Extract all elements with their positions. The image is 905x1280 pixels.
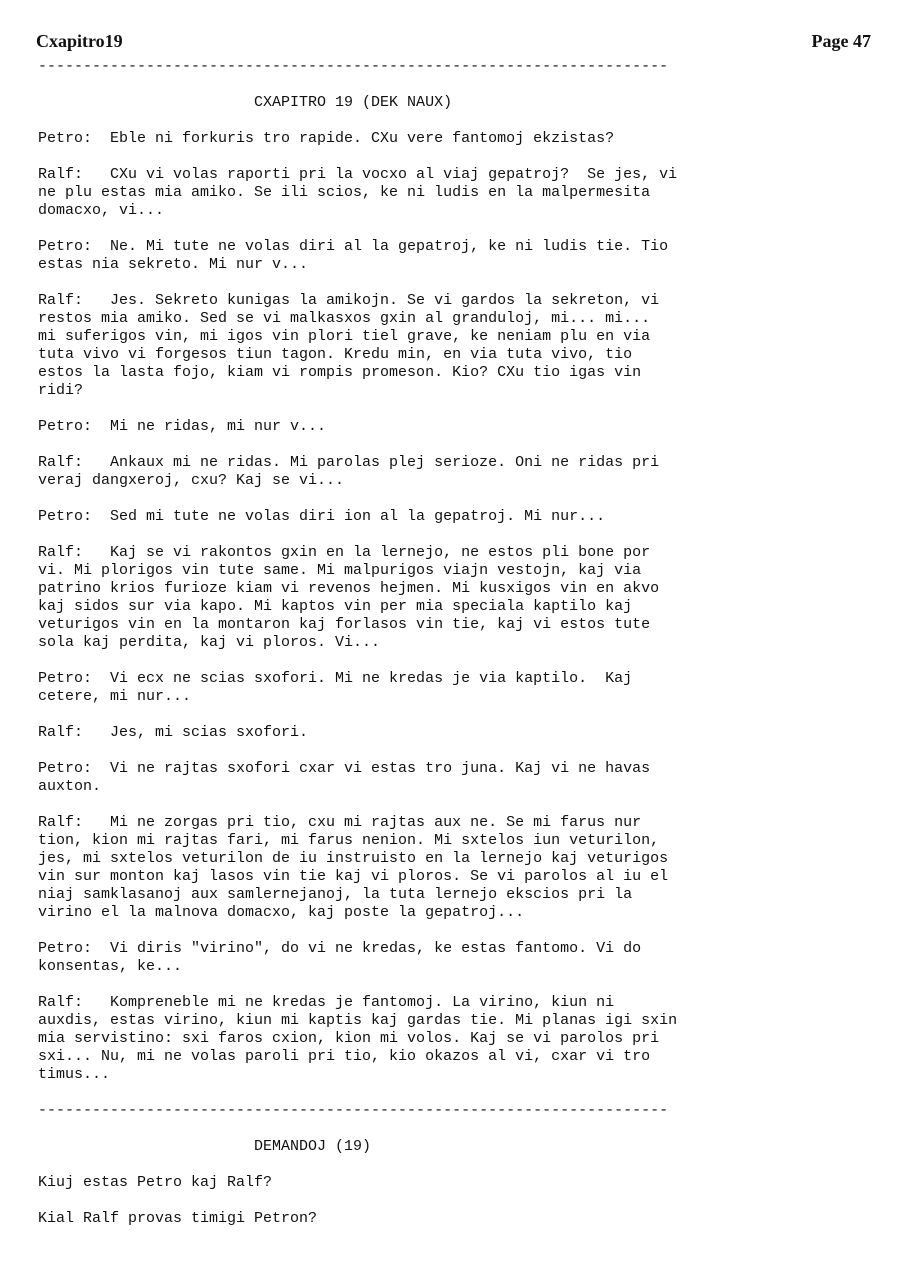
text-line: mi suferigos vin, mi igos vin plori tiel grave, ke neniam plu en via <box>38 328 651 345</box>
blank-line <box>38 220 798 238</box>
text-line: Petro: Sed mi tute ne volas diri ion al la gepatroj. Mi nur... <box>38 508 606 525</box>
blank-line <box>38 922 798 940</box>
text-line: auxdis, estas virino, kiun mi kaptis kaj gardas tie. Mi planas igi sxin <box>38 1012 678 1029</box>
blank-line <box>38 526 798 544</box>
text-line: Petro: Vi ecx ne scias sxofori. Mi ne kredas je via kaptilo. Kaj <box>38 670 633 687</box>
blank-line <box>38 76 798 94</box>
blank-line <box>38 652 798 670</box>
text-line: domacxo, vi... <box>38 202 165 219</box>
blank-line <box>38 1192 798 1210</box>
text-line: tuta vivo vi forgesos tiun tagon. Kredu min, en via tuta vivo, tio <box>38 346 633 363</box>
text-line: Ralf: Kompreneble mi ne kredas je fantomoj. La virino, kiun ni <box>38 994 615 1011</box>
separator-line: ---------------------------------------------------------------------- <box>38 1102 669 1119</box>
text-line: Ralf: Jes, mi scias sxofori. <box>38 724 309 741</box>
text-line: patrino krios furioze kiam vi revenos hejmen. Mi kusxigos vin en akvo <box>38 580 660 597</box>
separator-line: ---------------------------------------------------------------------- <box>38 58 669 75</box>
blank-line <box>38 1084 798 1102</box>
text-line: Ralf: Ankaux mi ne ridas. Mi parolas plej serioze. Oni ne ridas pri <box>38 454 660 471</box>
text-line: jes, mi sxtelos veturilon de iu instruisto en la lernejo kaj veturigos <box>38 850 669 867</box>
text-line: Ralf: CXu vi volas raporti pri la vocxo al viaj gepatroj? Se jes, vi <box>38 166 678 183</box>
text-line: veturigos vin en la montaron kaj forlasos vin tie, kaj vi estos tute <box>38 616 651 633</box>
text-line: DEMANDOJ (19) <box>38 1138 372 1155</box>
text-line: Petro: Vi ne rajtas sxofori cxar vi estas tro juna. Kaj vi ne havas <box>38 760 651 777</box>
text-line: kaj sidos sur via kapo. Mi kaptos vin per mia speciala kaptilo kaj <box>38 598 633 615</box>
blank-line <box>38 976 798 994</box>
text-line: CXAPITRO 19 (DEK NAUX) <box>38 94 453 111</box>
text-line: tion, kion mi rajtas fari, mi farus nenion. Mi sxtelos iun veturilon, <box>38 832 660 849</box>
blank-line <box>38 148 798 166</box>
text-line: ne plu estas mia amiko. Se ili scios, ke ni ludis en la malpermesita <box>38 184 651 201</box>
blank-line <box>38 490 798 508</box>
text-line: Kiuj estas Petro kaj Ralf? <box>38 1174 273 1191</box>
text-line: ridi? <box>38 382 84 399</box>
text-line: vin sur monton kaj lasos vin tie kaj vi ploros. Se vi parolos al iu el <box>38 868 669 885</box>
text-line: konsentas, ke... <box>38 958 183 975</box>
text-line: sxi... Nu, mi ne volas paroli pri tio, kio okazos al vi, cxar vi tro <box>38 1048 651 1065</box>
text-line: niaj samklasanoj aux samlernejanoj, la tuta lernejo ekscios pri la <box>38 886 633 903</box>
blank-line <box>38 112 798 130</box>
text-line: cetere, mi nur... <box>38 688 192 705</box>
text-line: Ralf: Mi ne zorgas pri tio, cxu mi rajtas aux ne. Se mi farus nur <box>38 814 642 831</box>
text-line: veraj dangxeroj, cxu? Kaj se vi... <box>38 472 345 489</box>
text-line: timus... <box>38 1066 111 1083</box>
text-line: estas nia sekreto. Mi nur v... <box>38 256 309 273</box>
text-line: mia servistino: sxi faros cxion, kion mi volos. Kaj se vi parolos pri <box>38 1030 660 1047</box>
text-line: estos la lasta fojo, kiam vi rompis promeson. Kio? CXu tio igas vin <box>38 364 642 381</box>
text-line: sola kaj perdita, kaj vi ploros. Vi... <box>38 634 381 651</box>
blank-line <box>38 274 798 292</box>
document-body <box>38 58 798 1228</box>
blank-line <box>38 436 798 454</box>
text-line: Petro: Eble ni forkuris tro rapide. CXu vere fantomoj ekzistas? <box>38 130 615 147</box>
blank-line <box>38 1120 798 1138</box>
blank-line <box>38 1156 798 1174</box>
text-line: virino el la malnova domacxo, kaj poste la gepatroj... <box>38 904 525 921</box>
text-line: Petro: Vi diris "virino", do vi ne kredas, ke estas fantomo. Vi do <box>38 940 642 957</box>
text-line: auxton. <box>38 778 102 795</box>
blank-line <box>38 796 798 814</box>
text-line: Ralf: Jes. Sekreto kunigas la amikojn. Se vi gardos la sekreton, vi <box>38 292 660 309</box>
chapter-header: Cxapitro19 <box>36 31 123 51</box>
text-line: Petro: Ne. Mi tute ne volas diri al la gepatroj, ke ni ludis tie. Tio <box>38 238 669 255</box>
text-line: vi. Mi plorigos vin tute same. Mi malpurigos viajn vestojn, kaj via <box>38 562 642 579</box>
text-line: Ralf: Kaj se vi rakontos gxin en la lernejo, ne estos pli bone por <box>38 544 651 561</box>
blank-line <box>38 742 798 760</box>
text-line: Petro: Mi ne ridas, mi nur v... <box>38 418 327 435</box>
text-line: restos mia amiko. Sed se vi malkasxos gxin al granduloj, mi... mi... <box>38 310 651 327</box>
blank-line <box>38 400 798 418</box>
text-line: Kial Ralf provas timigi Petron? <box>38 1210 318 1227</box>
blank-line <box>38 706 798 724</box>
page-number: Page 47 <box>811 31 871 51</box>
